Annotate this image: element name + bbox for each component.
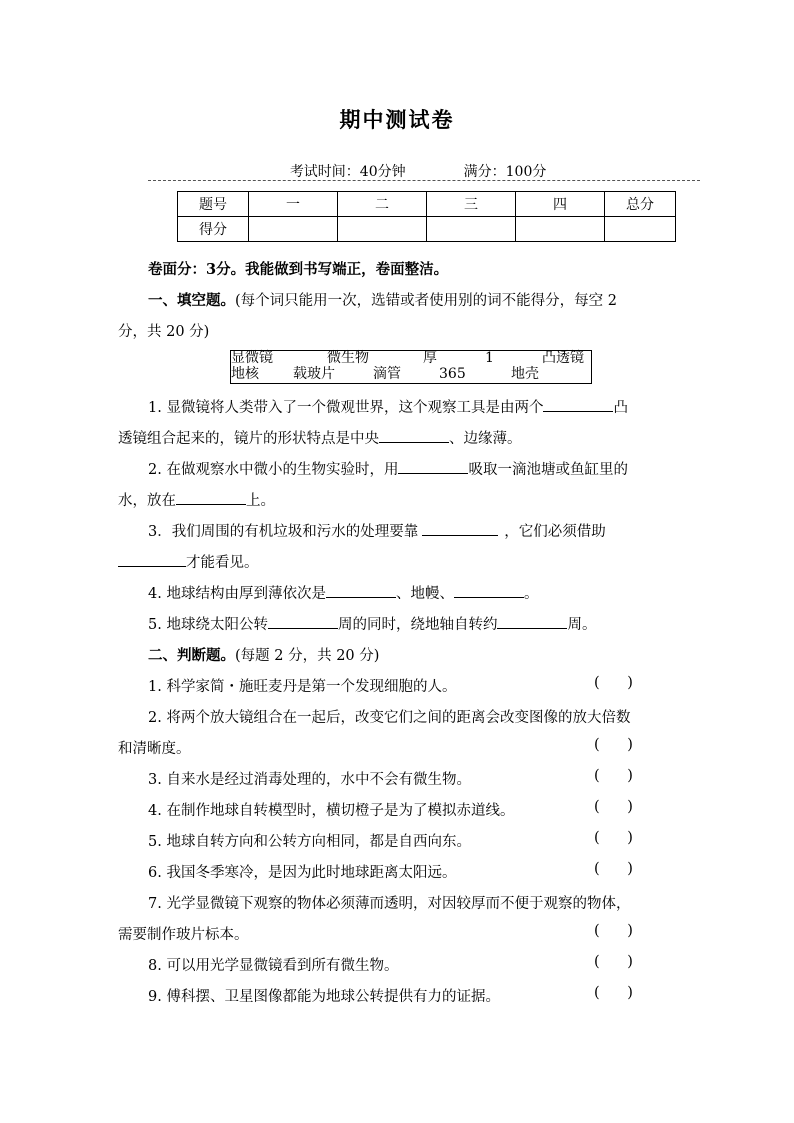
section2-instruction: (每题 2 分，共 20 分) <box>235 648 380 664</box>
judge-item-6: 6. 我国冬季寒冷，是因为此时地球距离太阳远。 <box>148 865 457 881</box>
word-bank <box>230 350 592 384</box>
question-text: 、地幔、 <box>395 586 454 602</box>
score-table-header-row <box>178 192 676 217</box>
dashed-divider <box>148 180 700 181</box>
question-text: 透镜组合起来的，镜片的形状特点是中央 <box>118 431 379 447</box>
score-cell <box>338 217 427 242</box>
fill-question-1 <box>148 396 628 417</box>
exam-meta <box>272 145 546 197</box>
score-header-cell: 三 <box>427 192 516 217</box>
judge-item-2: 2. 将两个放大镜组合在一起后，改变它们之间的距离会改变图像的放大倍数 <box>148 710 631 726</box>
word-bank-item: 凸透镜 <box>542 350 584 366</box>
question-text: 才能看见。 <box>186 555 259 571</box>
answer-parentheses[interactable]: ( ) <box>594 861 633 877</box>
score-table-row <box>178 217 676 242</box>
answer-parentheses[interactable]: ( ) <box>594 830 633 846</box>
judge-item-8: 8. 可以用光学显微镜看到所有微生物。 <box>148 958 399 974</box>
exam-time: 考试时间：40分钟 <box>289 164 406 180</box>
answer-parentheses[interactable]: ( ) <box>594 923 633 939</box>
fill-question-1-cont <box>118 427 522 448</box>
score-header-cell: 总分 <box>605 192 676 217</box>
judge-item-5: 5. 地球自转方向和公转方向相同，都是自西向东。 <box>148 834 471 850</box>
question-text: 2. 在做观察水中微小的生物实验时，用 <box>148 462 399 478</box>
word-bank-item: 地壳 <box>511 366 539 382</box>
word-bank-row <box>231 351 591 367</box>
neatness-note: 卷面分：3分。我能做到书写端正，卷面整洁。 <box>148 261 449 278</box>
section1-instruction-cont: 分，共 20 分) <box>118 324 210 340</box>
fill-question-4 <box>148 582 538 603</box>
word-bank-item: 365 <box>439 366 466 382</box>
question-text: 凸 <box>613 400 628 416</box>
score-header-cell: 二 <box>338 192 427 217</box>
answer-blank[interactable] <box>398 459 468 474</box>
judge-item-7-cont: 需要制作玻片标本。 <box>118 927 249 943</box>
answer-blank[interactable] <box>379 428 449 443</box>
score-header-cell: 四 <box>516 192 605 217</box>
fill-question-3-cont <box>118 551 259 572</box>
score-row-label: 得分 <box>178 217 249 242</box>
question-text: 水，放在 <box>118 493 176 509</box>
answer-blank[interactable] <box>497 614 567 629</box>
fill-question-5 <box>148 613 596 634</box>
score-cell <box>249 217 338 242</box>
word-bank-item: 1 <box>485 350 494 366</box>
score-cell <box>427 217 516 242</box>
score-header-cell: 题号 <box>178 192 249 217</box>
word-bank-item: 地核 <box>231 366 259 382</box>
answer-blank[interactable] <box>543 397 613 412</box>
answer-parentheses[interactable]: ( ) <box>594 954 633 970</box>
question-text: 周的同时，绕地轴自转约 <box>337 617 498 633</box>
answer-blank[interactable] <box>176 490 246 505</box>
judge-item-3: 3. 自来水是经过消毒处理的，水中不会有微生物。 <box>148 772 471 788</box>
word-bank-item: 滴管 <box>373 366 401 382</box>
answer-blank[interactable] <box>268 614 338 629</box>
answer-parentheses[interactable]: ( ) <box>594 737 633 753</box>
question-text: 、边缘薄。 <box>449 431 522 447</box>
answer-parentheses[interactable]: ( ) <box>594 675 633 691</box>
question-text: 1. 显微镜将人类带入了一个微观世界，这个观察工具是由两个 <box>148 400 544 416</box>
answer-blank[interactable] <box>118 552 186 567</box>
fill-question-3 <box>148 520 606 541</box>
section1-heading <box>148 289 617 310</box>
answer-parentheses[interactable]: ( ) <box>594 985 633 1001</box>
question-text: 3．我们周围的有机垃圾和污水的处理要靠 <box>148 524 419 540</box>
question-text: 上。 <box>246 493 275 509</box>
score-cell <box>605 217 676 242</box>
question-text: 5. 地球绕太阳公转 <box>148 617 268 633</box>
section1-title: 一、填空题。 <box>148 292 235 309</box>
fill-question-2-cont <box>118 489 275 510</box>
section2-title: 二、判断题。 <box>148 647 235 664</box>
answer-parentheses[interactable]: ( ) <box>594 768 633 784</box>
word-bank-item: 载玻片 <box>293 366 335 382</box>
judge-item-1: 1. 科学家简・施旺麦丹是第一个发现细胞的人。 <box>148 679 457 695</box>
full-score: 满分：100分 <box>463 164 547 180</box>
score-cell <box>516 217 605 242</box>
fill-question-2 <box>148 458 628 479</box>
answer-blank[interactable] <box>422 521 498 536</box>
question-text: 。 <box>523 586 539 602</box>
section2-heading <box>148 644 379 665</box>
question-text: 周。 <box>567 617 597 633</box>
question-text: ，它们必须借助 <box>504 524 606 540</box>
judge-item-4: 4. 在制作地球自转模型时，横切橙子是为了模拟赤道线。 <box>148 803 515 819</box>
word-bank-item: 微生物 <box>327 350 369 366</box>
word-bank-row <box>231 367 591 383</box>
judge-item-7: 7. 光学显微镜下观察的物体必须薄而透明，对因较厚而不便于观察的物体， <box>148 896 631 912</box>
question-text: 4. 地球结构由厚到薄依次是 <box>148 586 326 602</box>
word-bank-item: 显微镜 <box>231 350 273 366</box>
judge-item-9: 9. 傅科摆、卫星图像都能为地球公转提供有力的证据。 <box>148 989 500 1005</box>
section1-instruction: (每个词只能用一次，选错或者使用别的词不能得分，每空 2 <box>235 293 617 309</box>
answer-blank[interactable] <box>326 583 396 598</box>
answer-blank[interactable] <box>454 583 524 598</box>
word-bank-item: 厚 <box>423 350 437 366</box>
score-header-cell: 一 <box>249 192 338 217</box>
judge-item-2-cont: 和清晰度。 <box>118 741 191 757</box>
answer-parentheses[interactable]: ( ) <box>594 799 633 815</box>
score-table <box>177 191 676 242</box>
question-text: 吸取一滴池塘或鱼缸里的 <box>468 462 628 478</box>
page-title: 期中测试卷 <box>339 107 455 132</box>
